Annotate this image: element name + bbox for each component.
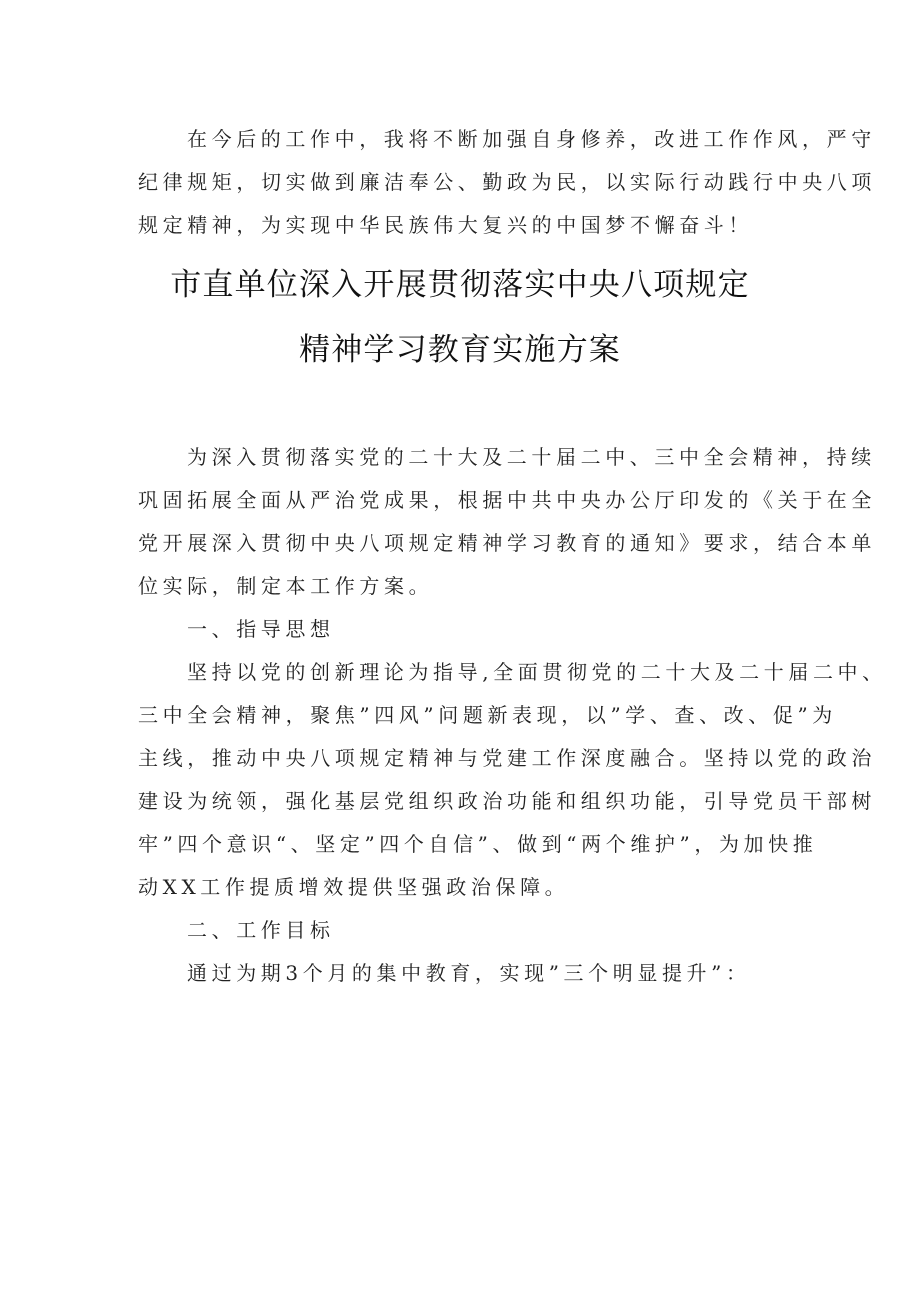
intro-line-1: 为深入贯彻落实党的二十大及二十届二中、三中全会精神，持续 (187, 445, 876, 469)
ideology-line-1: 坚持以党的创新理论为指导,全面贯彻党的二十大及二十届二中、 (187, 660, 887, 684)
closing-line-2: 纪律规矩，切实做到廉洁奉公、勤政为民，以实际行动践行中央八项 (138, 170, 876, 194)
intro-line-3: 党开展深入贯彻中央八项规定精神学习教育的通知》要求，结合本单 (138, 531, 876, 555)
closing-line-3: 规定精神，为实现中华民族伟大复兴的中国梦不懈奋斗！ (138, 213, 753, 237)
intro-line-2: 巩固拓展全面从严治党成果，根据中共中央办公厅印发的《关于在全 (138, 488, 876, 512)
section-heading-work-goals: 二、工作目标 (187, 918, 335, 942)
closing-paragraph (138, 118, 876, 247)
ideology-line-3: 主线，推动中央八项规定精神与党建工作深度融合。坚持以党的政治 (138, 746, 876, 770)
ideology-line-2: 三中全会精神，聚焦”四风”问题新表现，以”学、查、改、促”为 (138, 703, 837, 727)
section-heading-guiding-ideology: 一、指导思想 (187, 617, 335, 641)
ideology-line-4: 建设为统领，强化基层党组织政治功能和组织功能，引导党员干部树 (138, 789, 876, 813)
document-title-line-1: 市直单位深入开展贯彻落实中央八项规定 (170, 267, 750, 303)
work-goals-paragraph (138, 952, 788, 995)
document-title-line-2: 精神学习教育实施方案 (299, 332, 621, 368)
intro-line-4: 位实际，制定本工作方案。 (138, 574, 434, 598)
closing-line-1: 在今后的工作中，我将不断加强自身修养，改进工作作风，严守 (187, 127, 876, 151)
guiding-ideology-paragraph (138, 651, 887, 909)
ideology-line-5: 牢”四个意识“、坚定”四个自信”、做到“两个维护”，为加快推 (138, 832, 818, 856)
ideology-line-6: 动XX工作提质增效提供坚强政治保障。 (138, 875, 570, 899)
goals-line-1: 通过为期3个月的集中教育，实现”三个明显提升”： (187, 961, 751, 985)
intro-paragraph (138, 436, 876, 608)
